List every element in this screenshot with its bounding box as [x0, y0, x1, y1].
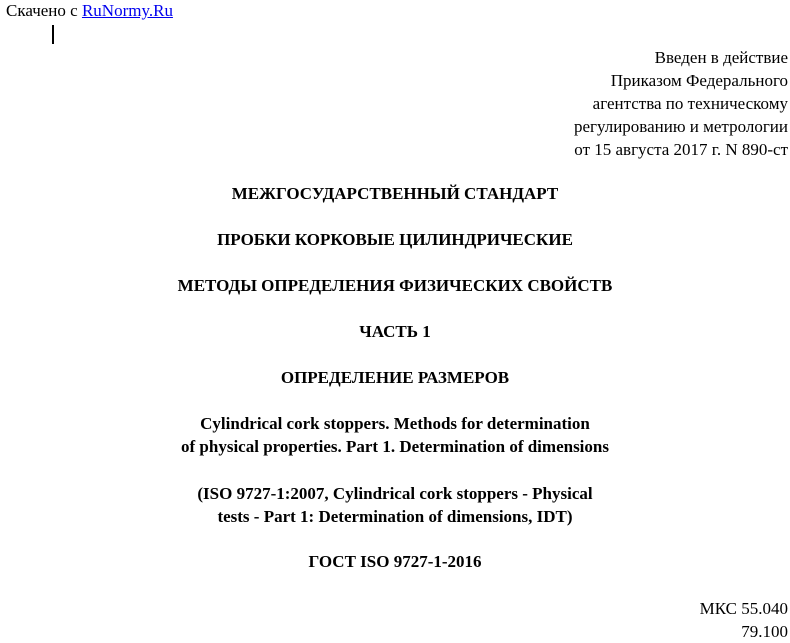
source-prefix: Скачено с — [6, 1, 82, 20]
standard-designation: ГОСТ ISO 9727-1-2016 — [308, 552, 482, 571]
iso-reference-line-1: (ISO 9727-1:2007, Cylindrical cork stoppers - Physical — [197, 484, 593, 503]
iso-reference-line-2: tests - Part 1: Determination of dimensions, IDT) — [217, 507, 573, 526]
text-cursor — [52, 25, 54, 44]
product-heading: ПРОБКИ КОРКОВЫЕ ЦИЛИНДРИЧЕСКИЕ — [217, 230, 573, 249]
classification-codes — [700, 597, 788, 643]
enactment-line-3: агентства по техническому — [592, 94, 788, 113]
mks-code: МКС 55.040 — [699, 599, 788, 618]
english-title-line-2: of physical properties. Part 1. Determination of dimensions — [181, 437, 609, 456]
enactment-line-2: Приказом Федерального — [610, 71, 788, 90]
part-heading: ЧАСТЬ 1 — [359, 322, 431, 341]
source-link[interactable]: RuNormy.Ru — [81, 1, 173, 20]
source-line — [6, 1, 173, 21]
enactment-line-5: от 15 августа 2017 г. N 890-ст — [574, 140, 788, 159]
subject-heading: ОПРЕДЕЛЕНИЕ РАЗМЕРОВ — [280, 368, 510, 387]
enactment-line-1: Введен в действие — [654, 48, 788, 67]
enactment-note — [574, 46, 788, 161]
english-title-line-1: Cylindrical cork stoppers. Methods for determination — [200, 414, 590, 433]
methods-heading: МЕТОДЫ ОПРЕДЕЛЕНИЯ ФИЗИЧЕСКИХ СВОЙСТВ — [177, 276, 613, 295]
secondary-code: 79.100 — [741, 622, 788, 641]
enactment-line-4: регулированию и метрологии — [573, 117, 788, 136]
standard-type-heading: МЕЖГОСУДАРСТВЕННЫЙ СТАНДАРТ — [231, 184, 559, 203]
